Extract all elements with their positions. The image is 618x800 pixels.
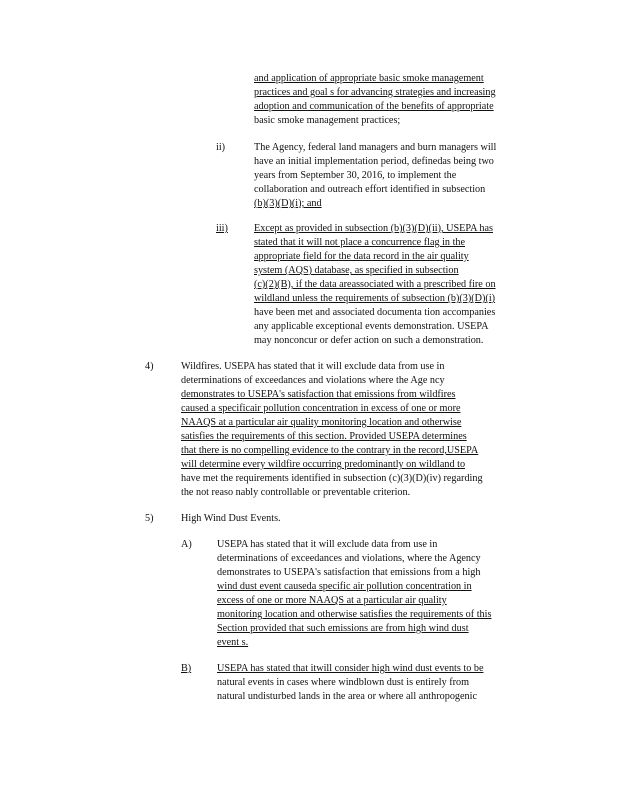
item-4-line: have met the requirements identified in subsection (c)(3)(D)(iv) regarding [181,473,483,484]
item-4-line: the not reaso nably controllable or preventable criterion. [181,487,411,498]
item-ii-line: years from September 30, 2016, to implement the [254,170,457,181]
item-5A-line: event s. [217,637,249,648]
item-4-line: determinations of exceedances and violations where the Age ncy [181,375,445,386]
item-5B-line: natural undisturbed lands in the area or where all anthropogenic [217,691,477,702]
item-4-line: demonstrates to USEPA's satisfaction that emissions from wildfires [181,389,456,400]
item-iii-line: may nonconcur or defer action on such a demonstration. [254,335,484,346]
item-ii-line: The Agency, federal land managers and burn managers will [254,142,497,153]
item-5B-line: natural events in cases where windblown dust is entirely from [217,677,470,688]
item-4-line: satisfies the requirements of this section. Provided USEPA determines [181,431,467,442]
item-ii-line: collaboration and outreach effort identified in subsection [254,184,486,195]
continuation-line: adoption and communication of the benefits of appropriate [254,101,494,112]
item-5A-line: USEPA has stated that it will exclude data from use in [217,539,438,550]
continuation-line: basic smoke management practices; [254,115,401,126]
item-ii-line: (b)(3)(D)(i); and [254,198,322,209]
item-5A-line: wind dust event causeda specific air pollution concentration in [217,581,472,592]
item-4-line: NAAQS at a particular air quality monitoring location and otherwise [181,417,462,428]
item-4-label: 4) [145,361,154,372]
item-5A-line: excess of one or more NAAQS at a particular air quality [217,595,447,606]
item-5-label: 5) [145,513,154,524]
item-ii-line: have an initial implementation period, definedas being two [254,156,494,167]
item-5A-label: A) [181,539,192,550]
continuation-line: and application of appropriate basic smoke management [254,73,484,84]
item-iii-line: have been met and associated documenta tion accompanies [254,307,496,318]
item-5B-label: B) [181,663,192,674]
item-5A-line: Section provided that such emissions are from high wind dust [217,623,469,634]
item-iii-line: (c)(2)(B), if the data areassociated with a prescribed fire on [254,279,496,290]
item-5A-line: determinations of exceedances and violations, where the Agency [217,553,481,564]
item-ii-label: ii) [216,142,226,153]
item-iii-line: appropriate field for the data record in the air quality [254,251,469,262]
item-iii-line: any applicable exceptional events demonstration. USEPA [254,321,489,332]
item-4-line: caused a specificair pollution concentration in excess of one or more [181,403,461,414]
item-5B-line: USEPA has stated that itwill consider high wind dust events to be [217,663,484,674]
item-5A-line: demonstrates to USEPA's satisfaction that emissions from a high [217,567,481,578]
item-4-line: that there is no compelling evidence to the contrary in the record,USEPA [181,445,479,456]
item-5A-line: monitoring location and otherwise satisfies the requirements of this [217,609,492,620]
item-4-line: will determine every wildfire occurring predominantly on wildland to [181,459,466,470]
item-4-line: Wildfires. USEPA has stated that it will exclude data from use in [181,361,445,372]
item-iii-label: iii) [216,223,228,234]
item-5-heading: High Wind Dust Events. [181,513,281,524]
item-iii-line: stated that it will not place a concurrence flag in the [254,237,466,248]
item-iii-line: wildland unless the requirements of subsection (b)(3)(D)(i) [254,293,496,304]
item-iii-line: Except as provided in subsection (b)(3)(D)(ii), USEPA has [254,223,493,234]
continuation-line: practices and goal s for advancing strategies and increasing [254,87,496,98]
item-iii-line: system (AQS) database, as specified in subsection [254,265,459,276]
